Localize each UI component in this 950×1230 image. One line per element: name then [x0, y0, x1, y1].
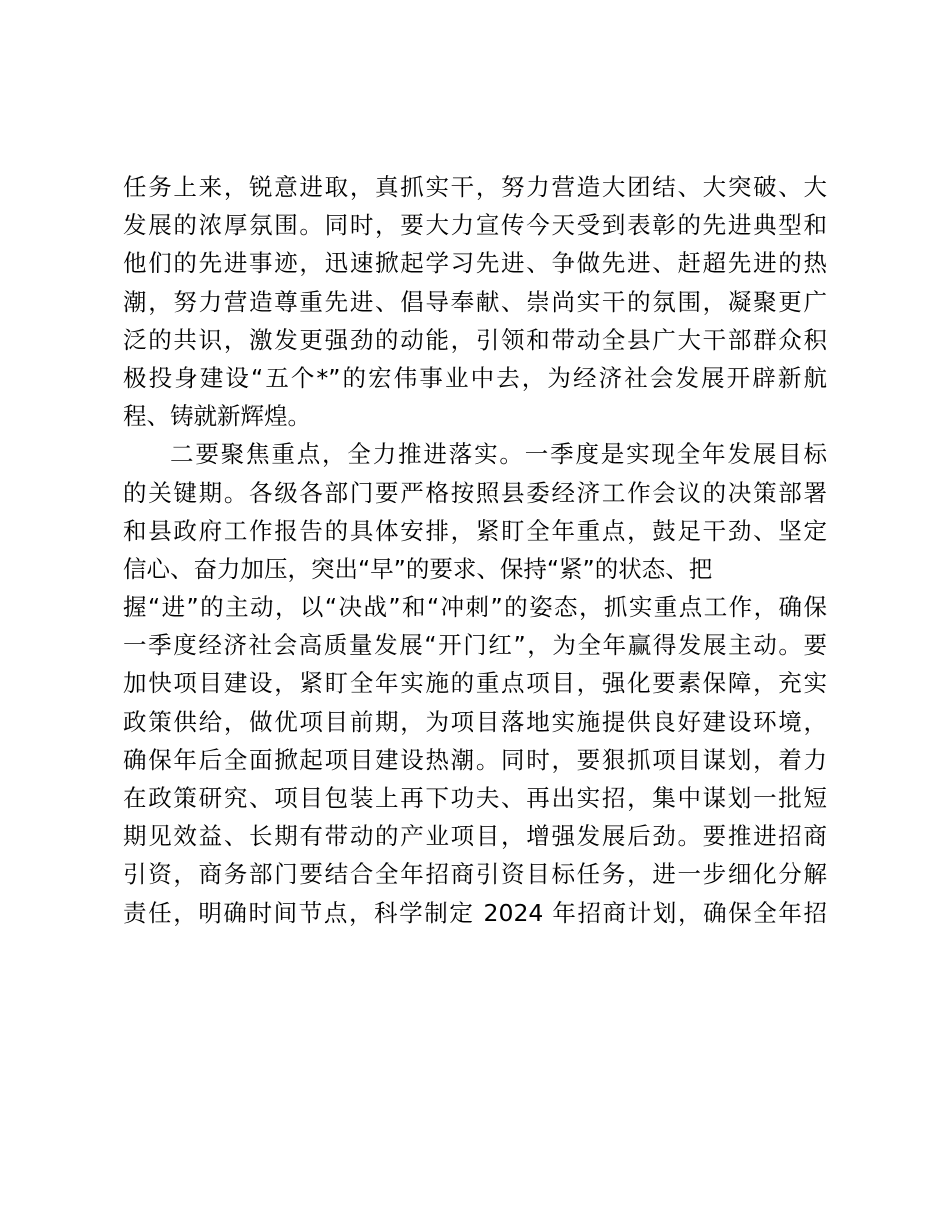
body-text: [123, 168, 827, 932]
text-line: 泛的共识，激发更强劲的动能，引领和带动全县广大干部群众积: [123, 325, 827, 354]
text-line: 加快项目建设，紧盯全年实施的重点项目，强化要素保障，充实: [123, 669, 827, 698]
text-line: 在政策研究、项目包装上再下功夫、再出实招，集中谋划一批短: [123, 784, 827, 812]
text-line: 政策供给，做优项目前期，为项目落地实施提供良好建设环境，: [123, 707, 827, 736]
text-line: 发展的浓厚氛围。同时，要大力宣传今天受到表彰的先进典型和: [123, 211, 827, 240]
text-line: 引资，商务部门要结合全年招商引资目标任务，进一步细化分解: [123, 860, 827, 889]
paragraph-start-line: 二要聚焦重点，全力推进落实。一季度是实现全年发展目标: [170, 440, 827, 469]
text-line: 的关键期。各级各部门要严格按照县委经济工作会议的决策部署: [123, 478, 827, 507]
text-line: 他们的先进事迹，迅速掀起学习先进、争做先进、赶超先进的热: [123, 249, 827, 278]
text-line: 程、铸就新辉煌。: [123, 402, 311, 431]
text-line: 信心、奋力加压，突出“早”的要求、保持“紧”的状态、把: [123, 554, 713, 583]
text-line: 期见效益、长期有带动的产业项目，增强发展后劲。要推进招商: [123, 822, 827, 851]
text-line: 极投身建设“五个*”的宏伟事业中去，为经济社会发展开辟新航: [123, 363, 827, 392]
text-line: 确保年后全面掀起项目建设热潮。同时，要狠抓项目谋划，着力: [123, 745, 827, 774]
text-line: 责任，明确时间节点，科学制定 2024 年招商计划，确保全年招: [123, 898, 827, 927]
text-line: 潮，努力营造尊重先进、倡导奉献、崇尚实干的氛围，凝聚更广: [123, 287, 827, 316]
text-line: 一季度经济社会高质量发展“开门红”，为全年赢得发展主动。要: [123, 631, 827, 660]
text-line: 任务上来，锐意进取，真抓实干，努力营造大团结、大突破、大: [123, 173, 827, 201]
text-line: 和县政府工作报告的具体安排，紧盯全年重点，鼓足干劲、坚定: [123, 516, 827, 545]
text-line: 握“进”的主动，以“决战”和“冲刺”的姿态，抓实重点工作，确保: [123, 593, 827, 622]
